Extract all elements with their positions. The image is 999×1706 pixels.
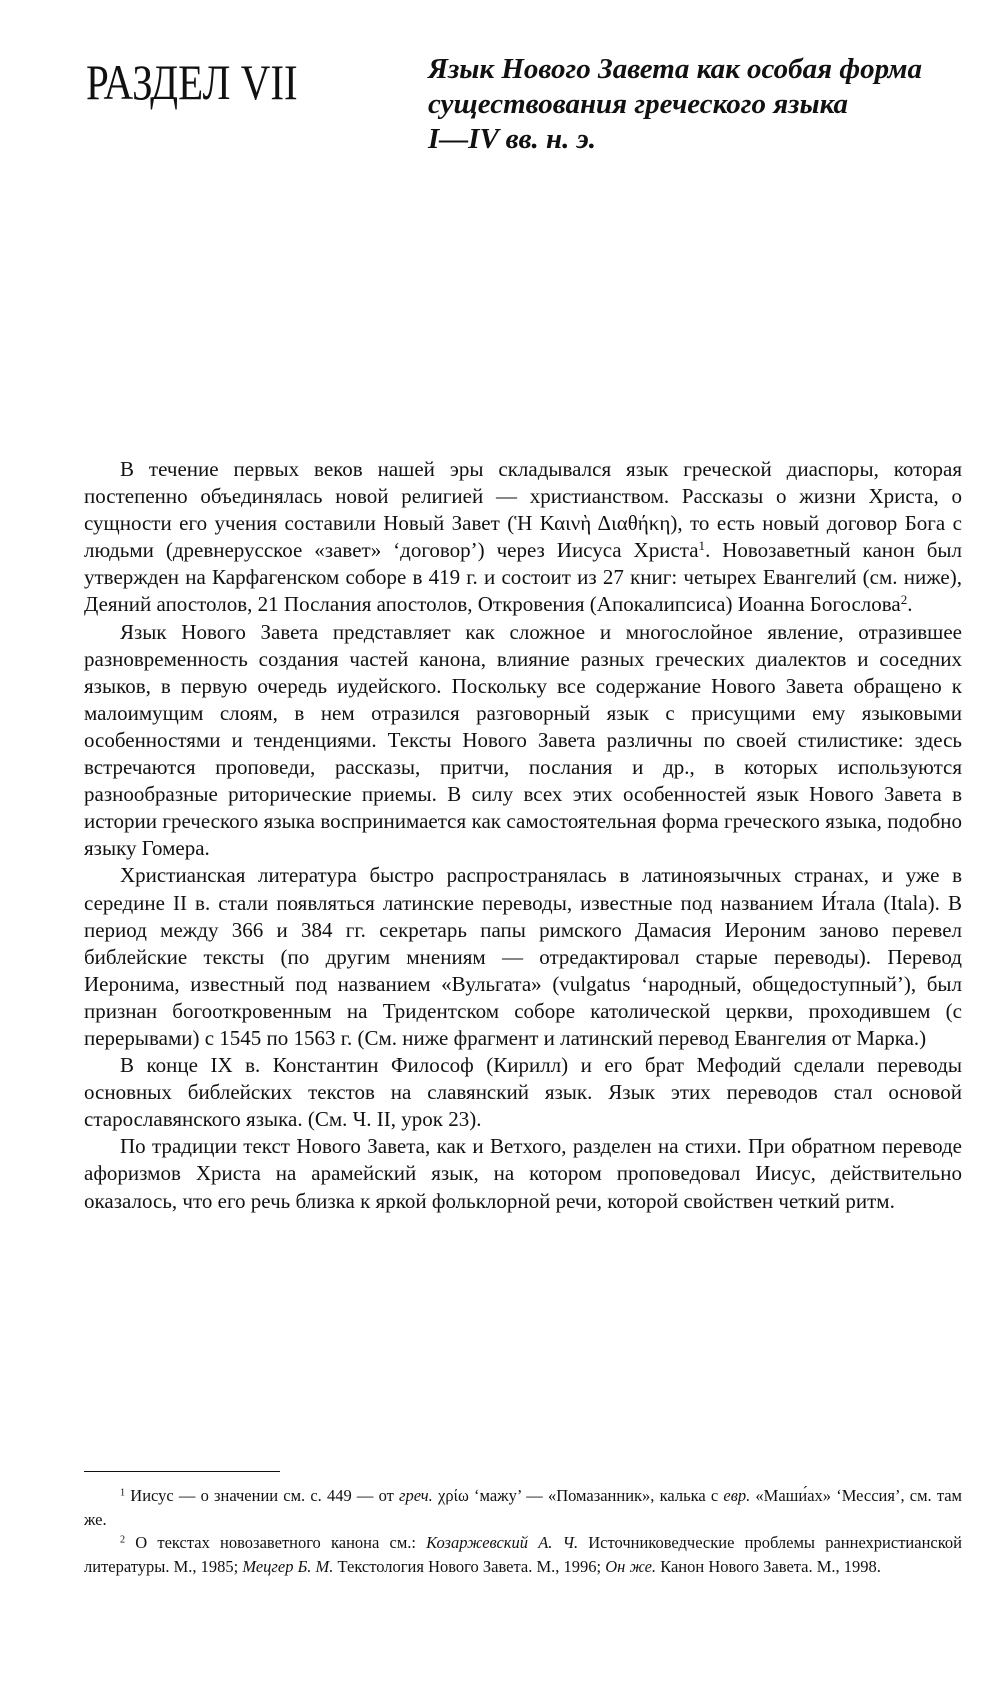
paragraph-5: По традиции текст Нового Завета, как и Ветхого, разделен на стихи. При обратном переводе афоризмов Христа на арамейский язык, на котором проповедовал Иисус, действительно оказалось, что его речь близка к яркой фольклорной речи, которой свойствен четкий ритм.: [84, 1134, 962, 1213]
section-title-line: I—IV вв. н. э.: [428, 123, 596, 155]
footnote-number: 1: [120, 1487, 126, 1499]
footnote-author: Он же.: [605, 1556, 657, 1576]
footnote-1: [84, 1484, 962, 1531]
paragraph-text: В течение первых веков нашей эры складывался язык греческой диаспоры, которая постепенно объединялась новой религией — христианством. Рассказы о жизни Христа, о сущности его учения составили Новый Завет (Ἡ Καινὴ Διαθήκη), то есть новый договор Бога с людьми (древнерусское «завет» ‘договор’) через Иисуса Христа: [84, 457, 962, 563]
footnote-text: Иисус — о значении см. с. 449 — от: [125, 1486, 400, 1505]
paragraph-1: [84, 456, 962, 619]
footnote-divider: [84, 1471, 280, 1472]
footnote-marker-1[interactable]: 1: [698, 538, 706, 554]
footnote-2: [84, 1531, 962, 1578]
main-text: [84, 456, 962, 1215]
footnote-abbrev: евр.: [723, 1486, 751, 1505]
footnote-text: Текстология Нового Завета. М., 1996;: [333, 1556, 606, 1576]
section-number: РАЗДЕЛ VII: [86, 54, 298, 110]
footnote-text: χρίω ‘мажу’ — «Помазанник», калька с: [432, 1486, 724, 1505]
paragraph-text: .: [907, 592, 913, 617]
paragraph-3: Христианская литература быстро распространялась в латиноязычных странах, и уже в середине II в. стали появляться латинские переводы, известные под названием И́тала (Itala). В период между 366 и 384 гг. секретарь папы римского Дамасия Иероним заново перевел библейские тексты (по другим мнениям — отредактировал старые переводы). Перевод Иеронима, известный под названием «Вульгата» (vulgatus ‘народный, общедоступный’), был признан богооткровенным на Тридентском соборе католической церкви, проходившем (с перерывами) с 1545 по 1563 г. (См. ниже фрагмент и латинский перевод Евангелия от Марка.): [84, 863, 962, 1050]
footnote-abbrev: греч.: [399, 1486, 433, 1505]
footnote-author: Мецгер Б. М.: [242, 1556, 334, 1576]
section-title-line: существования греческого языка: [428, 88, 849, 120]
footnote-number: 2: [120, 1534, 126, 1546]
paragraph-text: . Новозаветный канон был утвержден на Карфагенском соборе в 419 г. и состоит из 27 книг: четырех Евангелий (см. ниже), Деяний апостолов, 21 Послания апостолов, Откровения (Апокалипсиса) Иоанна Богослова: [84, 538, 962, 617]
footnote-text: «Маши́ах» ‘Мессия’, см. там же.: [84, 1486, 962, 1529]
footnote-author: Козаржевский А. Ч.: [426, 1533, 579, 1552]
footnotes: [84, 1484, 962, 1578]
paragraph-4: В конце IX в. Константин Философ (Кирилл) и его брат Мефодий сделали переводы основных библейских текстов на славянский язык. Язык этих переводов стал основой старославянского языка. (См. Ч. II, урок 23).: [84, 1053, 962, 1132]
section-title-line: Язык Нового Завета как особая форма: [428, 53, 923, 85]
footnote-text: О текстах новозаветного канона см.:: [125, 1533, 427, 1552]
footnote-marker-2[interactable]: 2: [900, 592, 908, 608]
footnote-text: Источниковедческие проблемы раннехристианской литературы. М., 1985;: [84, 1533, 962, 1576]
paragraph-2: Язык Нового Завета представляет как сложное и многослойное явление, отразившее разновременность создания частей канона, влияние разных греческих диалектов и соседних языков, в первую очередь иудейского. Поскольку все содержание Нового Завета обращено к малоимущим слоям, в нем отразился разговорный язык с присущими ему языковыми особенностями и тенденциями. Тексты Нового Завета различны по своей стилистике: здесь встречаются проповеди, рассказы, притчи, послания и др., в которых используются разнообразные риторические приемы. В силу всех этих особенностей язык Нового Завета в истории греческого языка воспринимается как самостоятельная форма греческого языка, подобно языку Гомера.: [84, 619, 962, 861]
section-title: [428, 52, 988, 157]
footnote-text: Канон Нового Завета. М., 1998.: [656, 1556, 881, 1576]
